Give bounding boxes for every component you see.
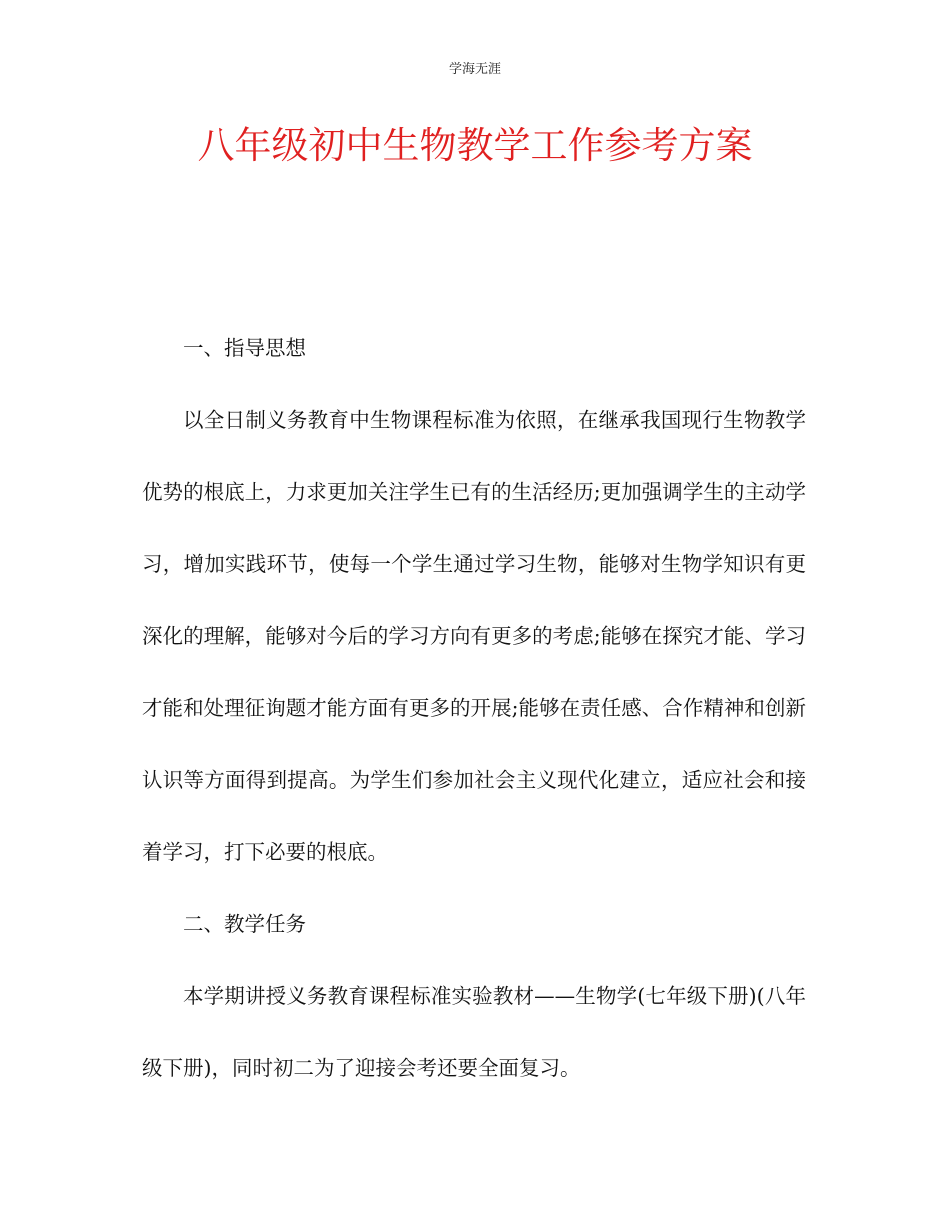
section-heading-teaching-tasks: 二、教学任务 (183, 912, 306, 936)
paragraph-guiding-ideology: 以全日制义务教育中生物课程标准为依照，在继承我国现行生物教学优势的根底上，力求更加关注学生已有的生活经历;更加强调学生的主动学习，增加实践环节，使每一个学生通过学习生物，能够对生物学知识有更深化的理解，能够对今后的学习方向有更多的考虑;能够在探究才能、学习才能和处理征询题才能方面有更多的开展;能够在责任感、合作精神和创新认识等方面得到提高。为学生们参加社会主义现代化建立，适应社会和接着学习，打下必要的根底。 (142, 408, 806, 864)
page-header: 学海无涯 (448, 62, 501, 77)
section-heading-guiding-ideology: 一、指导思想 (183, 336, 306, 360)
paragraph-teaching-tasks: 本学期讲授义务教育课程标准实验教材——生物学(七年级下册)(八年级下册)，同时初二为了迎接会考还要全面复习。 (142, 984, 806, 1080)
document-title: 八年级初中生物教学工作参考方案 (197, 124, 753, 167)
document-body (142, 312, 806, 1104)
